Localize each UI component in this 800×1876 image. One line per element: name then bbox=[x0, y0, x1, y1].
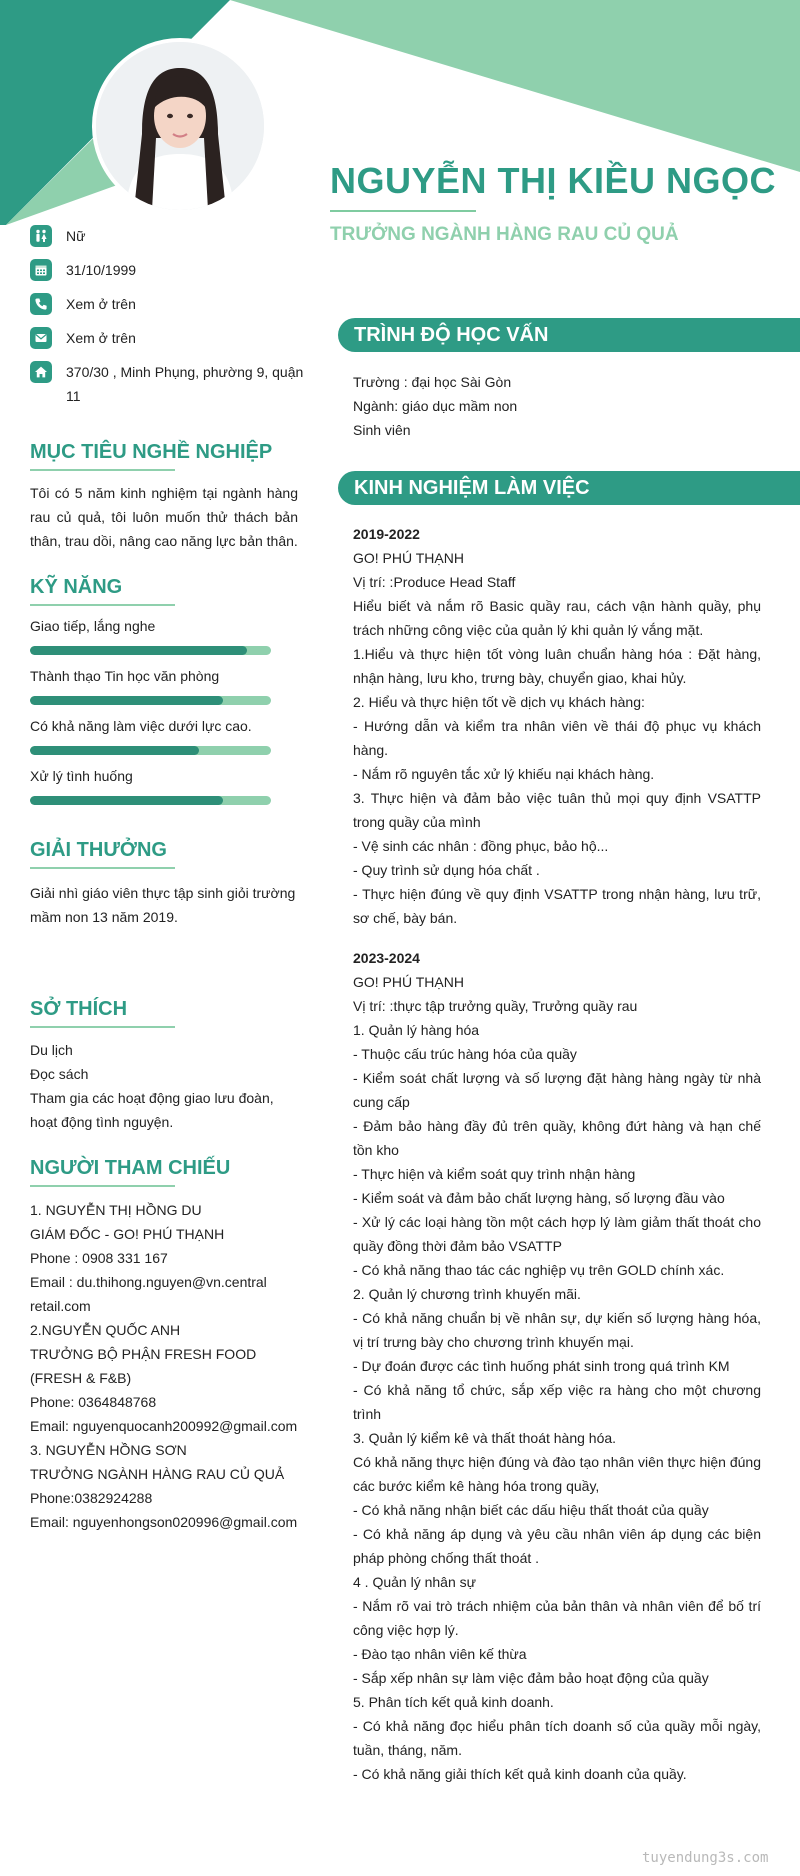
skill-bar bbox=[30, 646, 271, 655]
reference-line: Email: nguyenhongson020996@gmail.com bbox=[30, 1514, 298, 1530]
job-detail-line: - Có khả năng nhận biết các dấu hiệu thất thoát của quầy bbox=[353, 1502, 709, 1518]
references-list bbox=[30, 1198, 308, 1534]
job-detail-line: 2. Quản lý chương trình khuyến mãi. bbox=[353, 1286, 581, 1302]
skill-bar-fill bbox=[30, 796, 223, 805]
skills-heading: KỸ NĂNG bbox=[30, 576, 123, 598]
education-line: Sinh viên bbox=[353, 422, 411, 438]
job-detail-line: - Kiểm soát chất lượng và số lượng đặt hàng hàng ngày từ nhà cung cấp bbox=[353, 1070, 761, 1110]
contact-birthday bbox=[30, 258, 305, 282]
reference-line: TRƯỞNG NGÀNH HÀNG RAU CỦ QUẢ bbox=[30, 1466, 285, 1482]
job-detail-line: - Có khả năng đọc hiểu phân tích doanh số của quầy mỗi ngày, tuần, tháng, năm. bbox=[353, 1718, 761, 1758]
mail-icon bbox=[30, 327, 52, 349]
calendar-icon bbox=[30, 259, 52, 281]
reference-line: Email: nguyenquocanh200992@gmail.com bbox=[30, 1418, 298, 1434]
job-entry-2019 bbox=[353, 522, 761, 930]
reference-line: GIÁM ĐỐC - GO! PHÚ THẠNH bbox=[30, 1226, 225, 1242]
job-detail-line: - Đảm bảo hàng đầy đủ trên quầy, không đứt hàng và hạn chế tồn kho bbox=[353, 1118, 761, 1158]
job-detail-line: - Thực hiện và kiểm soát quy trình nhận hàng bbox=[353, 1166, 636, 1182]
reference-line: Phone:0382924288 bbox=[30, 1490, 153, 1506]
job-detail-line: - Có khả năng tổ chức, sắp xếp việc ra hàng cho một chương trình bbox=[353, 1382, 761, 1422]
birthday-value: 31/10/1999 bbox=[66, 262, 137, 278]
reference-line: Phone: 0364848768 bbox=[30, 1394, 157, 1410]
contact-phone bbox=[30, 292, 305, 316]
reference-line: 1. NGUYỄN THỊ HỒNG DU bbox=[30, 1202, 202, 1218]
job-detail-line: - Hướng dẫn và kiểm tra nhân viên về thái độ phục vụ khách hàng. bbox=[353, 718, 761, 758]
objective-underline bbox=[30, 469, 175, 471]
skill-bar bbox=[30, 796, 271, 805]
education-details bbox=[353, 370, 761, 442]
skill-bar-fill bbox=[30, 696, 223, 705]
watermark: tuyendung3s.com bbox=[642, 1850, 769, 1866]
full-name: NGUYỄN THỊ KIỀU NGỌC bbox=[330, 160, 777, 201]
skill-bar-fill bbox=[30, 746, 199, 755]
job-detail-line: 3. Quản lý kiểm kê và thất thoát hàng hóa. bbox=[353, 1430, 617, 1446]
job-detail-line: - Xử lý các loại hàng tồn một cách hợp lý làm giảm thất thoát cho quầy đồng thời đảm bảo VSATTP bbox=[353, 1214, 761, 1254]
reference-line: TRƯỞNG BỘ PHẬN FRESH FOOD (FRESH & F&B) bbox=[30, 1346, 257, 1386]
hobbies-heading: SỞ THÍCH bbox=[30, 998, 128, 1020]
awards-text: Giải nhì giáo viên thực tập sinh giỏi trường mầm non 13 năm 2019. bbox=[30, 885, 296, 925]
hobbies-underline bbox=[30, 1026, 175, 1028]
hobby-item: Đọc sách bbox=[30, 1066, 89, 1082]
phone-value: Xem ở trên bbox=[66, 296, 136, 312]
objective-text: Tôi có 5 năm kinh nghiệm tại ngành hàng rau củ quả, tôi luôn muốn thử thách bản thân, trau dồi, nâng cao năng lực bản thân. bbox=[30, 485, 298, 549]
job-detail-line: 1.Hiểu và thực hiện tốt vòng luân chuẩn hàng hóa : Đặt hàng, nhận hàng, lưu kho, trưng bày, chuyển giao, khai hủy. bbox=[353, 646, 761, 686]
job-title: TRƯỞNG NGÀNH HÀNG RAU CỦ QUẢ bbox=[330, 224, 679, 245]
job-detail-line: GO! PHÚ THẠNH bbox=[353, 550, 464, 566]
contact-address bbox=[30, 360, 305, 408]
job-detail-line: - Dự đoán được các tình huống phát sinh trong quá trình KM bbox=[353, 1358, 730, 1374]
reference-line: 2.NGUYỄN QUỐC ANH bbox=[30, 1322, 181, 1338]
name-underline bbox=[330, 210, 476, 212]
reference-line: Email : du.thihong.nguyen@vn.central retail.com bbox=[30, 1274, 267, 1314]
experience-heading: KINH NGHIỆM LÀM VIỆC bbox=[338, 471, 800, 505]
job-detail-line: - Có khả năng giải thích kết quả kinh doanh của quầy. bbox=[353, 1766, 687, 1782]
email-value: Xem ở trên bbox=[66, 330, 136, 346]
skill-bar bbox=[30, 746, 271, 755]
reference-line: Phone : 0908 331 167 bbox=[30, 1250, 168, 1266]
contact-gender bbox=[30, 224, 305, 248]
job-detail-line: - Sắp xếp nhân sự làm việc đảm bảo hoạt động của quầy bbox=[353, 1670, 709, 1686]
job-detail-line: 2. Hiểu và thực hiện tốt về dịch vụ khách hàng: bbox=[353, 694, 645, 710]
awards-heading: GIẢI THƯỞNG bbox=[30, 839, 167, 861]
skill-label: Có khả năng làm việc dưới lực cao. bbox=[30, 718, 252, 734]
job-detail-line: 3. Thực hiện và đảm bảo việc tuân thủ mọi quy định VSATTP trong quầy của mình bbox=[353, 790, 761, 830]
job-detail-line: - Thuộc cấu trúc hàng hóa của quầy bbox=[353, 1046, 577, 1062]
education-line: Trường : đại học Sài Gòn bbox=[353, 374, 512, 390]
contact-email bbox=[30, 326, 305, 350]
skills-underline bbox=[30, 604, 175, 606]
job-period: 2019-2022 bbox=[353, 526, 420, 542]
job-detail-line: - Có khả năng thao tác các nghiệp vụ trên GOLD chính xác. bbox=[353, 1262, 725, 1278]
hobby-item: Du lịch bbox=[30, 1042, 73, 1058]
job-detail-line: 4 . Quản lý nhân sự bbox=[353, 1574, 476, 1590]
home-icon bbox=[30, 361, 52, 383]
job-detail-line: Vị trí: :thực tập trưởng quầy, Trưởng quầy rau bbox=[353, 998, 638, 1014]
job-detail-line: - Đào tạo nhân viên kế thừa bbox=[353, 1646, 527, 1662]
skill-bar bbox=[30, 696, 271, 705]
job-entry-2023 bbox=[353, 946, 761, 1786]
job-detail-line: Có khả năng thực hiện đúng và đào tạo nhân viên thực hiện đúng các bước kiểm kê hàng hóa trong quầy, bbox=[353, 1454, 761, 1494]
education-heading: TRÌNH ĐỘ HỌC VẤN bbox=[338, 318, 800, 352]
job-detail-line: - Quy trình sử dụng hóa chất . bbox=[353, 862, 540, 878]
job-detail-line: Hiểu biết và nắm rõ Basic quầy rau, cách vận hành quầy, phụ trách những công việc của quản lý khi quản lý vắng mặt. bbox=[353, 598, 761, 638]
phone-icon bbox=[30, 293, 52, 315]
job-detail-line: - Vệ sinh các nhân : đồng phục, bảo hộ... bbox=[353, 838, 609, 854]
gender-value: Nữ bbox=[66, 228, 86, 244]
references-underline bbox=[30, 1185, 175, 1187]
skill-label: Thành thạo Tin học văn phòng bbox=[30, 668, 220, 684]
references-heading: NGƯỜI THAM CHIẾU bbox=[30, 1157, 231, 1179]
job-detail-line: - Có khả năng chuẩn bị về nhân sự, dự kiến số lượng hàng hóa, vị trí trưng bày cho chương trình khuyến mại. bbox=[353, 1310, 761, 1350]
profile-photo bbox=[92, 38, 268, 214]
job-period: 2023-2024 bbox=[353, 950, 420, 966]
job-detail-line: 5. Phân tích kết quả kinh doanh. bbox=[353, 1694, 554, 1710]
job-detail-line: 1. Quản lý hàng hóa bbox=[353, 1022, 480, 1038]
gender-icon bbox=[30, 225, 52, 247]
job-detail-line: - Thực hiện đúng về quy định VSATTP trong nhận hàng, lưu trữ, sơ chế, bày bán. bbox=[353, 886, 761, 926]
address-value: 370/30 , Minh Phụng, phường 9, quận 11 bbox=[66, 364, 304, 404]
job-detail-line: - Kiểm soát và đảm bảo chất lượng hàng, số lượng đầu vào bbox=[353, 1190, 725, 1206]
job-detail-line: - Nắm rõ nguyên tắc xử lý khiếu nại khách hàng. bbox=[353, 766, 655, 782]
education-line: Ngành: giáo dục mầm non bbox=[353, 398, 518, 414]
job-detail-line: GO! PHÚ THẠNH bbox=[353, 974, 464, 990]
skill-bar-fill bbox=[30, 646, 247, 655]
skill-label: Xử lý tình huống bbox=[30, 768, 133, 784]
job-detail-line: Vị trí: :Produce Head Staff bbox=[353, 574, 516, 590]
hobby-item: Tham gia các hoạt động giao lưu đoàn, hoạt động tình nguyện. bbox=[30, 1090, 274, 1130]
hobbies-list bbox=[30, 1038, 298, 1134]
objective-heading: MỤC TIÊU NGHỀ NGHIỆP bbox=[30, 441, 273, 463]
skill-label: Giao tiếp, lắng nghe bbox=[30, 618, 156, 634]
job-detail-line: - Có khả năng áp dụng và yêu cầu nhân viên áp dụng các biện pháp phòng chống thất thoát . bbox=[353, 1526, 761, 1566]
awards-underline bbox=[30, 867, 175, 869]
job-detail-line: - Nắm rõ vai trò trách nhiệm của bản thân và nhân viên để bố trí công việc hợp lý. bbox=[353, 1598, 761, 1638]
reference-line: 3. NGUYỄN HỒNG SƠN bbox=[30, 1442, 187, 1458]
